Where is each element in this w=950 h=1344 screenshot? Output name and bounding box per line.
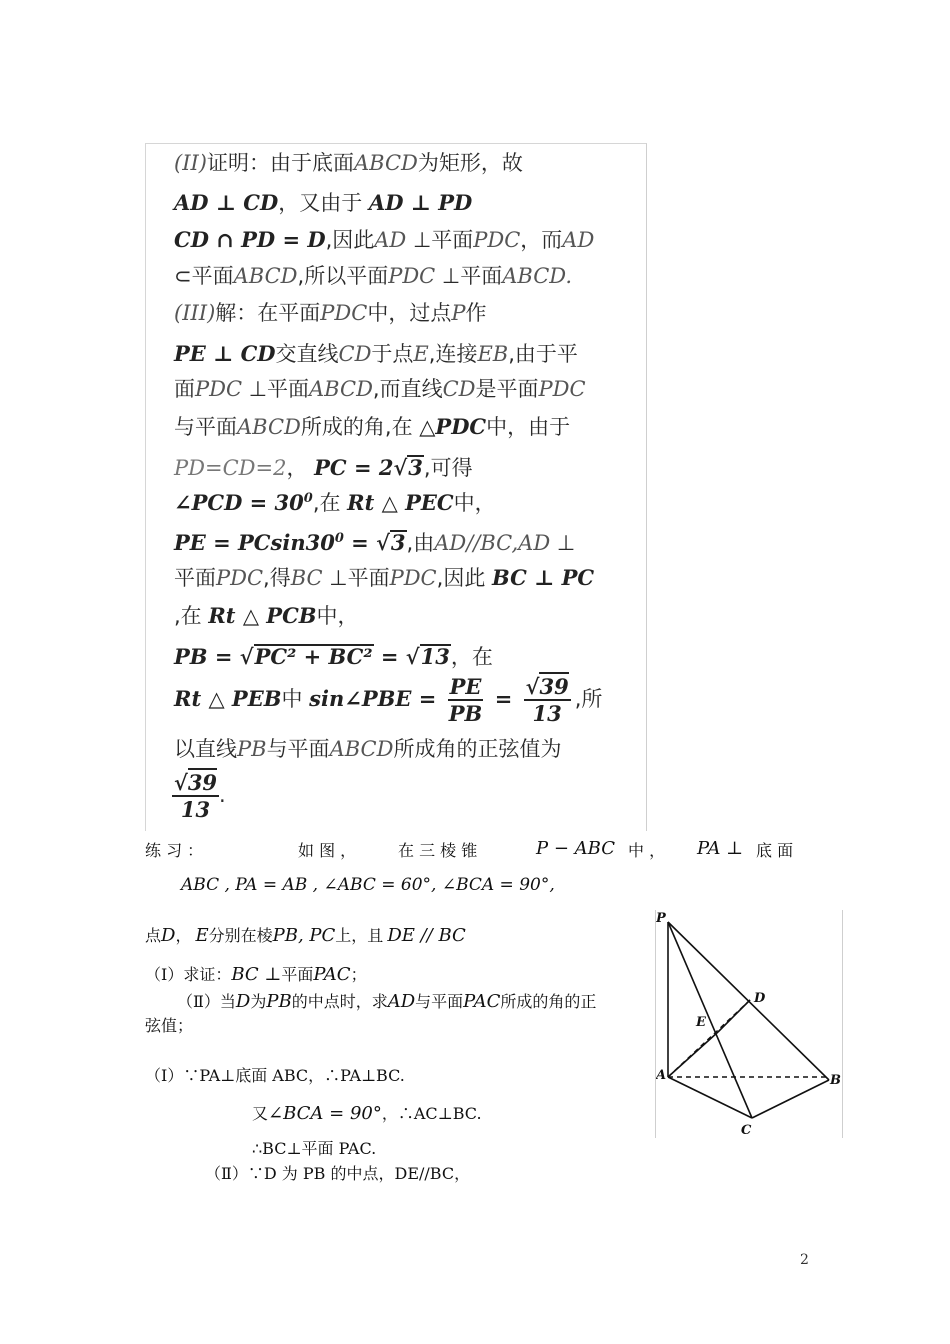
sqrt-symbol: √3 [393,455,423,480]
page-number: 2 [800,1252,809,1268]
practice-line: 点D， E分别在棱PB, PC上，且 DE // BC [145,925,466,946]
fraction: $\frac{PE}{PB}$ [448,674,483,726]
solution-line: PB = √PC² + BC² = √13，在 [174,644,493,669]
edge-AC [668,1077,752,1118]
hidden-edges [668,1000,829,1077]
solution-image [145,143,647,831]
edge-ED [718,1000,750,1032]
practice-text: 如 图 ， [298,841,357,860]
practice-text: 中 ， [628,841,666,860]
pyramid-figure [655,910,843,1138]
vertex-label-B: B [830,1073,841,1088]
solution-line: (II)证明：由于底面ABCD为矩形，故 [174,151,523,175]
practice-text: 在 三 棱 锥 [398,841,478,860]
solution-line: Rt △ PEB中 sin∠PBE = $\frac{PE}{PB}$ = $\frac{√39}{13}$ ,所 [174,674,603,726]
solution-line: 与平面ABCD所成的角,在 △PDC中，由于 [174,414,571,439]
solution-line: PE ⊥ CD交直线CD于点E,连接EB,由于平 [174,341,578,366]
solution-line: ⊂平面ABCD,所以平面PDC ⊥平面ABCD. [174,264,573,288]
sqrt-symbol: √13 [405,644,450,669]
solution-step: 又∠BCA = 90°，∴AC⊥BC. [252,1103,482,1124]
solution-line: ,在 Rt △ PCB中， [174,603,359,628]
solution-line: 平面PDC,得BC ⊥平面PDC,因此 BC ⊥ PC [174,565,595,590]
vertex-label-C: C [741,1123,752,1138]
solution-line: 以直线PB与平面ABCD所成角的正弦值为 [174,737,562,761]
sqrt-symbol: √3 [376,530,406,555]
vertex-label-E: E [696,1015,706,1030]
solution-step: （Ⅱ）∵D 为 PB 的中点，DE//BC， [205,1164,471,1183]
math-expression: P − ABC [536,838,615,859]
fraction: $\frac{√39}{13}$ [174,770,218,822]
edge-PC [668,922,752,1118]
solution-step: ∴BC⊥平面 PAC. [252,1139,377,1158]
question-2: （Ⅱ）当D为PB的中点时，求AD与平面PAC所成的角的正 [177,991,597,1012]
vertex-label-A: A [656,1068,667,1083]
math-expression: ABC , PA = AB , ∠ABC = 60°, ∠BCA = 90°, [181,875,555,895]
vertex-label-P: P [656,911,666,926]
practice-text: 底 面 [756,841,794,860]
solution-line: AD ⊥ CD，又由于 AD ⊥ PD [174,190,473,215]
solution-line: ∠PCD = $30^0$,在 Rt △ PEC中， [174,490,496,515]
solution-line: CD ∩ PD = D,因此AD ⊥平面PDC，而AD [174,227,595,252]
pyramid-edges [668,922,829,1118]
practice-label: 练 习 ： [145,841,204,860]
question-1: （Ⅰ）求证：BC ⊥平面PAC； [145,964,367,985]
solution-line: PD=CD=2， PC = 2√3,可得 [174,455,473,480]
question-2-cont: 弦值； [145,1016,194,1035]
vertex-label-D: D [754,991,766,1006]
math-expression: PA ⊥ [697,838,744,859]
solution-step: （Ⅰ）∵PA⊥底面 ABC，∴PA⊥BC. [145,1066,405,1085]
edge-CB [752,1080,829,1118]
solution-line: PE = $PCsin30^0 = √3$,由AD//BC,AD ⊥ [174,530,576,555]
fraction: $\frac{√39}{13}$ [525,674,569,726]
solution-line: $\frac{√39}{13}$ . [174,770,226,822]
sqrt-symbol: √PC² + BC² [239,644,373,669]
solution-line: 面PDC ⊥平面ABCD,而直线CD是平面PDC [174,377,586,401]
solution-line: (III)解：在平面PDC中，过点P作 [174,301,487,325]
